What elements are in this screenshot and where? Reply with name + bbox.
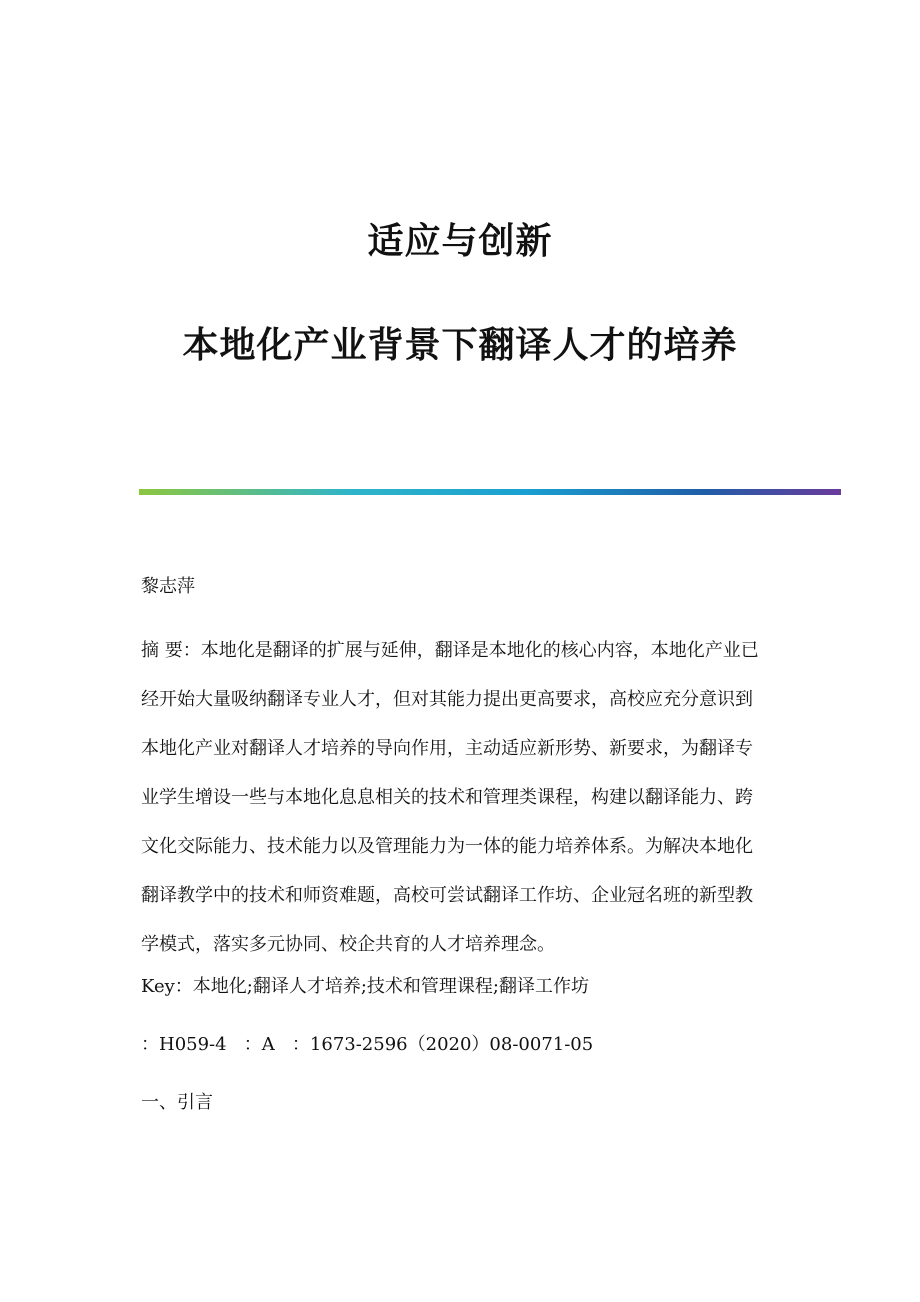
abstract-line: 翻译教学中的技术和师资难题，高校可尝试翻译工作坊、企业冠名班的新型教 [141, 885, 753, 906]
classification-codes: ：H059-4 ：A ：1673-2596（2020）08-0071-05 [141, 1034, 594, 1055]
abstract-line: 学模式，落实多元协同、校企共育的人才培养理念。 [141, 934, 555, 955]
section-heading: 一、引言 [141, 1092, 213, 1113]
abstract-line: 摘 要：本地化是翻译的扩展与延伸，翻译是本地化的核心内容，本地化产业已 [141, 640, 759, 661]
paper-title: 适应与创新 [367, 220, 553, 262]
abstract [141, 626, 781, 969]
author-name: 黎志萍 [141, 576, 195, 597]
abstract-line: 业学生增设一些与本地化息息相关的技术和管理类课程，构建以翻译能力、跨 [141, 787, 753, 808]
abstract-line: 经开始大量吸纳翻译专业人才，但对其能力提出更高要求，高校应充分意识到 [141, 689, 753, 710]
abstract-line: 文化交际能力、技术能力以及管理能力为一体的能力培养体系。为解决本地化 [141, 836, 753, 857]
abstract-line: 本地化产业对翻译人才培养的导向作用，主动适应新形势、新要求，为翻译专 [141, 738, 753, 759]
gradient-divider [139, 489, 841, 495]
paper-subtitle: 本地化产业背景下翻译人才的培养 [182, 324, 738, 366]
keywords: Key：本地化;翻译人才培养;技术和管理课程;翻译工作坊 [141, 976, 589, 997]
